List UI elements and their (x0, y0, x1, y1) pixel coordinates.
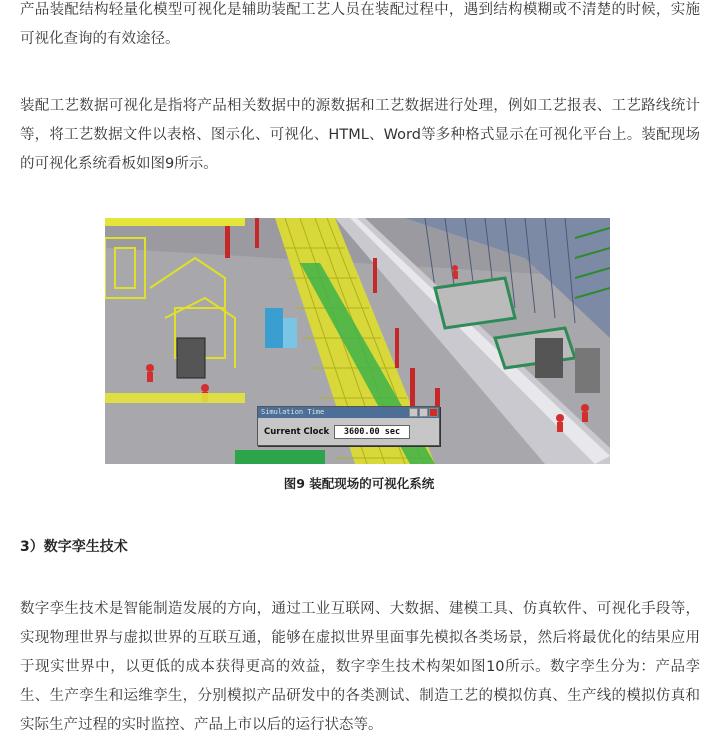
current-clock-label: Current Clock (264, 426, 330, 437)
figure-caption: 图9 装配现场的可视化系统 (283, 476, 435, 491)
section-heading: 3）数字孪生技术 (20, 539, 128, 555)
current-clock-value: 3600.00 sec (334, 425, 410, 439)
maximize-icon (419, 408, 428, 417)
paragraph-digital-twin: 数字孪生技术是智能制造发展的方向，通过工业互联网、大数据、建模工具、仿真软件、可视化手段等，实现物理世界与虚拟世界的互联互通，能够在虚拟世界里面事先模拟各类场景，然后将最优化的结果应用于现实世界中，以更低的成本获得更高的效益，数字孪生技术构架如图10所示。数字孪生分为：产品孪生、生产孪生和运维孪生，分别模拟产品研发中的各类测试、制造工艺的模拟仿真、生产线的模拟仿真和实际生产过程的实时监控、产品上市以后的运行状态等。 (20, 601, 700, 733)
close-icon (429, 408, 438, 417)
assembly-site-visualization-image (105, 218, 610, 464)
minimize-icon (409, 408, 418, 417)
dialog-titlebar (258, 407, 439, 418)
simulation-time-dialog (257, 406, 440, 446)
dialog-title: Simulation Time (261, 408, 325, 416)
paragraph-process-data-visualization: 装配工艺数据可视化是指将产品相关数据中的源数据和工艺数据进行处理，例如工艺报表、工艺路线统计等，将工艺数据文件以表格、图示化、可视化、HTML、Word等多种格式显示在可视化平台上。装配现场的可视化系统看板如图9所示。 (20, 98, 700, 172)
paragraph-lightweight-model: 产品装配结构轻量化模型可视化是辅助装配工艺人员在装配过程中，遇到结构模糊或不清楚的时候，实施可视化查询的有效途径。 (20, 2, 700, 47)
